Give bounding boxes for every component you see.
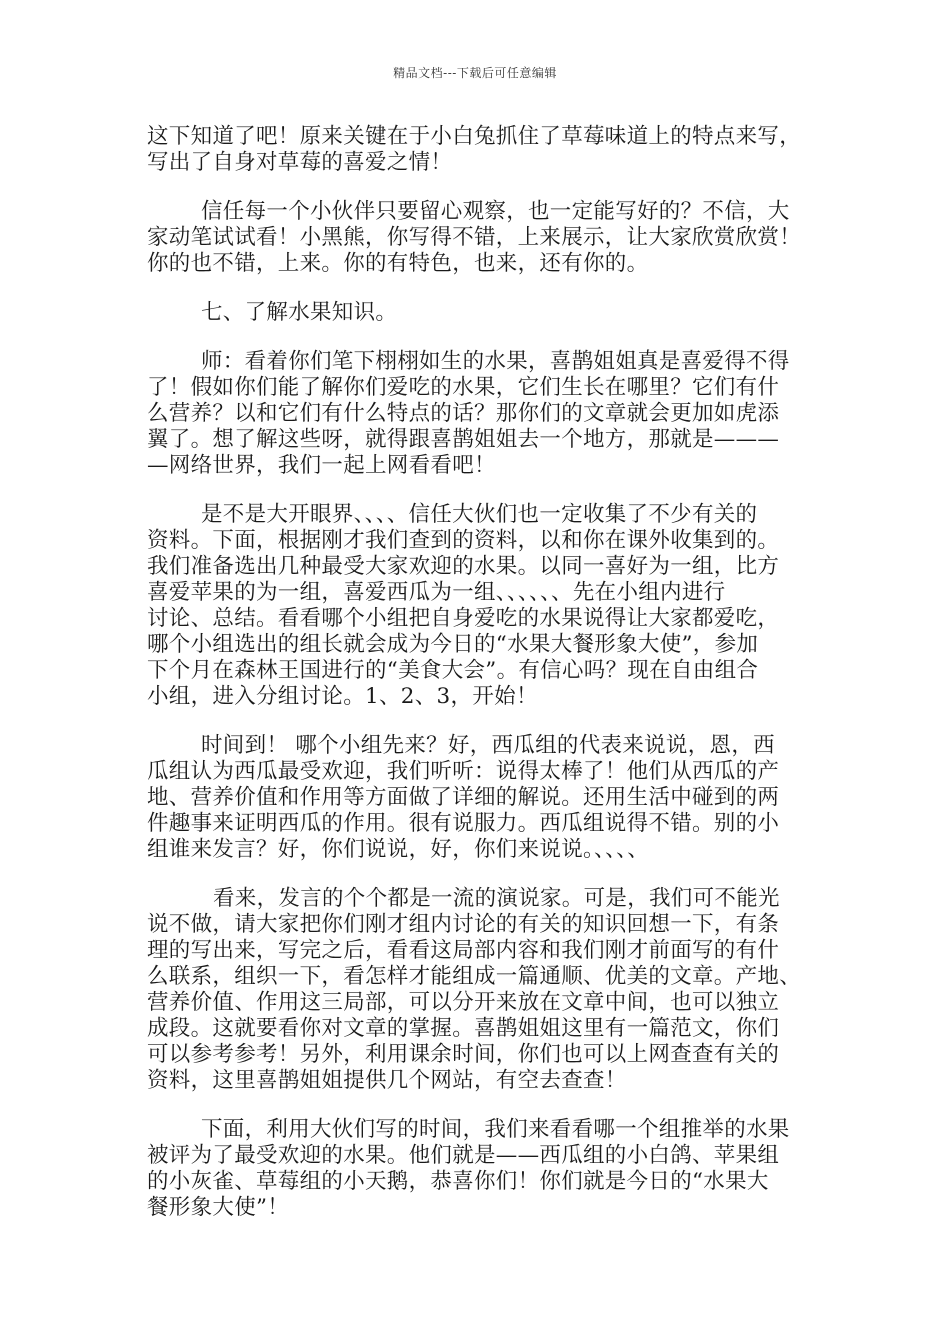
document-body bbox=[147, 124, 807, 1244]
text-line: 看来，发言的个个都是一流的演说家。可是，我们可不能光 bbox=[213, 886, 780, 911]
text-line: 资料，这里喜鹊姐姐提供几个网站，有空去查查！ bbox=[147, 1068, 627, 1093]
text-line: 餐形象大使”！ bbox=[147, 1195, 290, 1220]
text-line: 时间到！ 哪个小组先来？好，西瓜组的代表来说说，恩，西 bbox=[201, 733, 775, 758]
text-line: 组谁来发言？好，你们说说，好，你们来说说。、、、、 bbox=[147, 837, 650, 862]
text-line: 写出了自身对草莓的喜爱之情！ bbox=[147, 150, 453, 175]
paragraph bbox=[147, 199, 807, 277]
text-line: 资料。下面，根据刚才我们查到的资料，以和你在课外收集到的。 bbox=[147, 528, 780, 553]
paragraph bbox=[147, 733, 807, 863]
text-line: 下个月在森林王国进行的“美食大会”。有信心吗？现在自由组合 bbox=[147, 658, 759, 683]
text-line: 是不是大开眼界、、、、信任大伙们也一定收集了不少有关的 bbox=[201, 502, 758, 527]
text-line: 家动笔试试看！小黑熊，你写得不错，上来展示，让大家欣赏欣赏！ bbox=[147, 225, 802, 250]
text-line: 被评为了最受欢迎的水果。他们就是——西瓜组的小白鸽、苹果组 bbox=[147, 1143, 780, 1168]
text-line: 的小灰雀、草莓组的小天鹅，恭喜你们！你们就是今日的“水果大 bbox=[147, 1169, 769, 1194]
text-line: 讨论、总结。看看哪个小组把自身爱吃的水果说得让大家都爱吃， bbox=[147, 606, 780, 631]
text-line: 你的也不错，上来。你的有特色，也来，还有你的。 bbox=[147, 251, 649, 276]
text-line: 信任每一个小伙伴只要留心观察，也一定能写好的？不信，大 bbox=[201, 199, 790, 224]
text-line: 哪个小组选出的组长就会成为今日的“水果大餐形象大使”，参加 bbox=[147, 632, 759, 657]
text-line: 这下知道了吧！原来关键在于小白兔抓住了草莓味道上的特点来写， bbox=[147, 124, 802, 149]
text-line: 件趣事来证明西瓜的作用。很有说服力。西瓜组说得不错。别的小 bbox=[147, 811, 780, 836]
text-line: 了！假如你们能了解你们爱吃的水果，它们生长在哪里？它们有什 bbox=[147, 375, 780, 400]
text-line: 么联系，组织一下，看怎样才能组成一篇通顺、优美的文章。产地、 bbox=[147, 964, 802, 989]
text-line: 可以参考参考！另外，利用课余时间，你们也可以上网查查有关的 bbox=[147, 1042, 780, 1067]
text-line: 瓜组认为西瓜最受欢迎，我们听听：说得太棒了！他们从西瓜的产 bbox=[147, 759, 780, 784]
text-line: 理的写出来，写完之后，看看这局部内容和我们刚才前面写的有什 bbox=[147, 938, 780, 963]
paragraph bbox=[147, 886, 807, 1094]
text-line: 我们准备选出几种最受大家欢迎的水果。以同一喜好为一组，比方 bbox=[147, 554, 780, 579]
text-line: —网络世界，我们一起上网看看吧！ bbox=[147, 453, 496, 478]
text-line: 翼了。想了解这些呀，就得跟喜鹊姐姐去一个地方，那就是——— bbox=[147, 427, 780, 452]
section-heading bbox=[147, 300, 807, 326]
text-line: 营养价值、作用这三局部，可以分开来放在文章中间，也可以独立 bbox=[147, 990, 780, 1015]
paragraph bbox=[147, 124, 807, 176]
text-line: 小组，进入分组讨论。1、2、3，开始！ bbox=[147, 684, 538, 709]
paragraph bbox=[147, 1117, 807, 1221]
paragraph bbox=[147, 502, 807, 710]
text-line: 七、了解水果知识。 bbox=[201, 300, 398, 325]
text-line: 师：看着你们笔下栩栩如生的水果，喜鹊姐姐真是喜爱得不得 bbox=[201, 349, 790, 374]
text-line: 下面，利用大伙们写的时间，我们来看看哪一个组推举的水果 bbox=[201, 1117, 790, 1142]
text-line: 成段。这就要看你对文章的掌握。喜鹊姐姐这里有一篇范文，你们 bbox=[147, 1016, 780, 1041]
text-line: 么营养？以和它们有什么特点的话？那你们的文章就会更加如虎添 bbox=[147, 401, 780, 426]
text-line: 地、营养价值和作用等方面做了详细的解说。还用生活中碰到的两 bbox=[147, 785, 780, 810]
paragraph bbox=[147, 349, 807, 479]
page-header: 精品文档---下载后可任意编辑 bbox=[393, 66, 557, 80]
text-line: 喜爱苹果的为一组，喜爱西瓜为一组、、、、、、先在小组内进行 bbox=[147, 580, 726, 605]
text-line: 说不做，请大家把你们刚才组内讨论的有关的知识回想一下，有条 bbox=[147, 912, 780, 937]
